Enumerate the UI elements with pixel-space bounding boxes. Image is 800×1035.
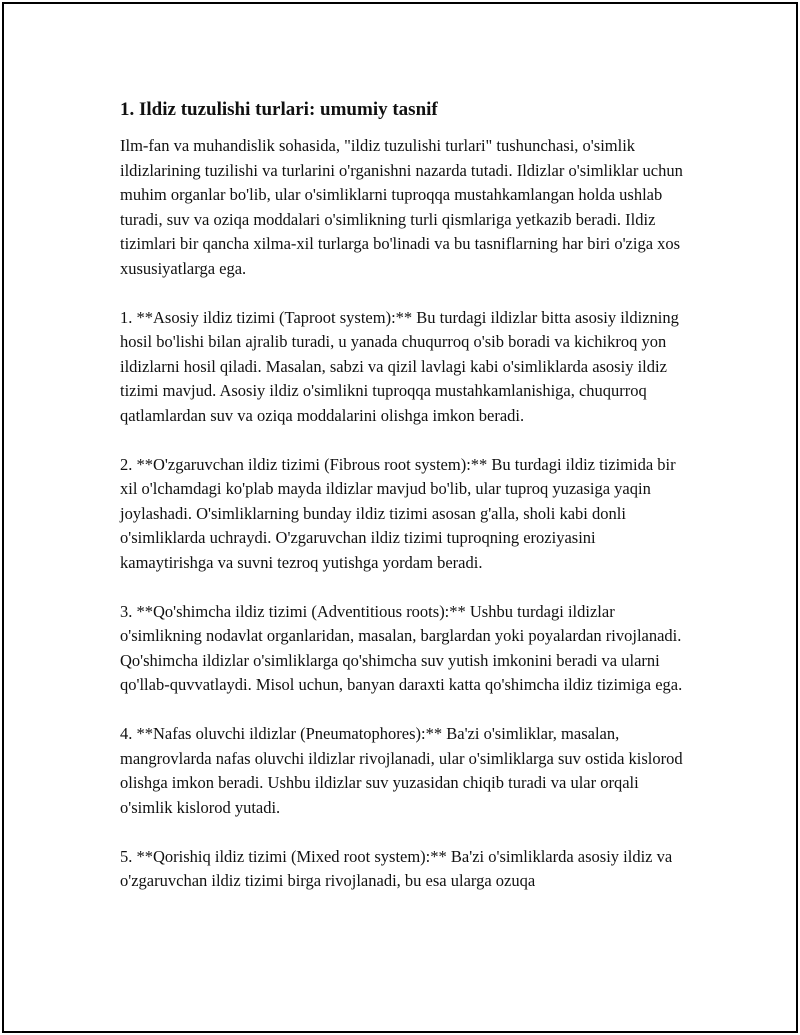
paragraph-pneumatophores: 4. **Nafas oluvchi ildizlar (Pneumatophores):** Ba'zi o'simliklar, masalan, mangrovlarda nafas oluvchi ildizlar rivojlanadi, ular o'simliklarga suv ostida kislorod olishga imkon beradi. Ushbu ildizlar suv yuzasidan chiqib turadi va ular orqali o'simlik kislorod yutadi. — [120, 724, 683, 817]
paragraph-fibrous: 2. **O'zgaruvchan ildiz tizimi (Fibrous root system):** Bu turdagi ildiz tizimida bir xil o'lchamdagi ko'plab mayda ildizlar mavjud bo'lib, ular tuproq yuzasiga yaqin joylashadi. O'simliklarning bunday ildiz tizimi asosan g'alla, sholi kabi donli o'simliklarda uchraydi. O'zgaruvchan ildiz tizimi tuproqning eroziyasini kamaytirishga va suvni tezroq yutishga yordam beradi. — [120, 454, 676, 572]
paragraph-adventitious: 3. **Qo'shimcha ildiz tizimi (Adventitious roots):** Ushbu turdagi ildizlar o'simlikning nodavlat organlaridan, masalan, barglardan yoki poyalardan rivojlanadi. Qo'shimcha ildizlar o'simliklarga qo'shimcha suv yutish imkonini beradi va ularni qo'llab-quvvatlaydi. Misol uchun, banyan daraxti katta qo'shimcha ildiz tizimiga ega. — [120, 601, 683, 694]
document-title: 1. Ildiz tuzulishi turlari: umumiy tasnif — [120, 99, 438, 120]
paragraph-mixed: 5. **Qorishiq ildiz tizimi (Mixed root system):** Ba'zi o'simliklarda asosiy ildiz va o'zgaruvchan ildiz tizimi birga rivojlanadi, bu esa ularga ozuqa — [120, 846, 673, 890]
paragraph-intro: Ilm-fan va muhandislik sohasida, "ildiz tuzulishi turlari" tushunchasi, o'simlik ildizlarining tuzilishi va turlarini o'rganishni nazarda tutadi. Ildizlar o'simliklar uchun muhim organlar bo'lib, ular o'simliklarni tuproqqa mustahkamlangan holda ushlab turadi, suv va oziqa moddalari o'simlikning turli qismlariga yetkazib beradi. Ildiz tizimlari bir qancha xilma-xil turlarga bo'linadi va bu tasniflarning har biri o'ziga xos xususiyatlarga ega. — [120, 136, 683, 278]
document-body — [120, 98, 690, 918]
page-frame — [2, 2, 798, 1033]
paragraph-taproot: 1. **Asosiy ildiz tizimi (Taproot system):** Bu turdagi ildizlar bitta asosiy ildizning hosil bo'lishi bilan ajralib turadi, u yanada chuqurroq o'sib boradi va kichikroq yon ildizlarni hosil qiladi. Masalan, sabzi va qizil lavlagi kabi o'simliklarda asosiy ildiz tizimi mavjud. Asosiy ildiz o'simlikni tuproqqa mustahkamlanishiga, chuqurroq qatlamlardan suv va oziqa moddalarini olishga imkon beradi. — [120, 307, 679, 425]
